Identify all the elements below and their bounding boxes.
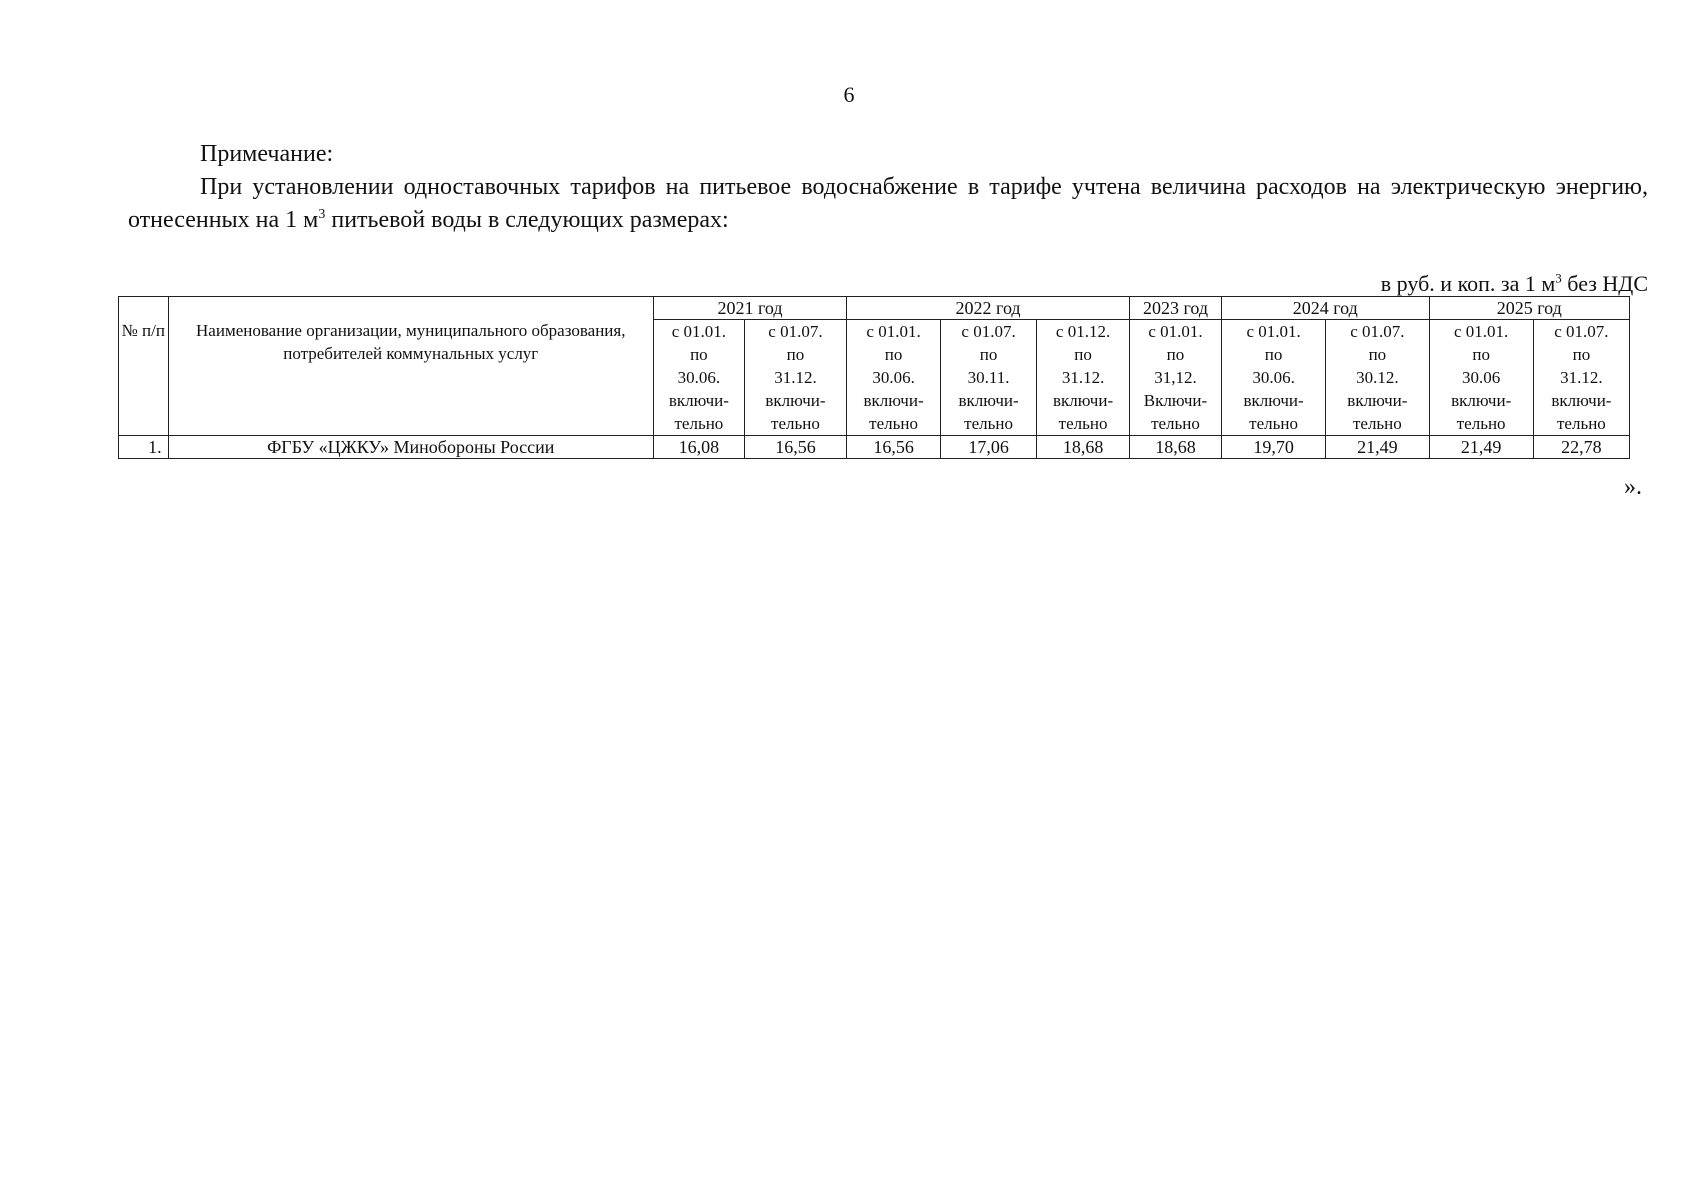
period-header-line: по: [884, 345, 903, 364]
period-header-line: тельно: [771, 414, 820, 433]
note-body-text-end: питьевой воды в следующих размерах:: [325, 207, 729, 233]
period-header-line: 31,12.: [1154, 368, 1197, 387]
period-header-line: с 01.07.: [1554, 322, 1609, 341]
note-block: [128, 138, 1648, 237]
tariff-value: 19,70: [1221, 436, 1325, 459]
period-header-line: включи-: [863, 391, 924, 410]
period-header: [653, 320, 744, 436]
period-header-line: 31.12.: [1560, 368, 1603, 387]
period-header-line: тельно: [1249, 414, 1298, 433]
period-header-line: с 01.07.: [961, 322, 1016, 341]
tariff-value: 22,78: [1533, 436, 1629, 459]
period-header-line: включи-: [1551, 391, 1612, 410]
period-header-line: включи-: [668, 391, 729, 410]
closing-quote: ».: [1624, 474, 1642, 500]
tariff-value: 21,49: [1429, 436, 1533, 459]
period-header-line: тельно: [1058, 414, 1108, 433]
period-header-line: по: [979, 345, 998, 364]
tariff-value: 18,68: [1037, 436, 1130, 459]
tariff-value: 16,08: [653, 436, 744, 459]
table-row: [119, 436, 1630, 459]
period-header-line: включи-: [1451, 391, 1512, 410]
units-text-end: без НДС: [1561, 271, 1648, 296]
period-header-line: тельно: [1456, 414, 1506, 433]
period-header-line: 30.06.: [1252, 368, 1295, 387]
period-header: [1037, 320, 1130, 436]
period-header-line: по: [1074, 345, 1092, 364]
period-header-line: по: [1572, 345, 1591, 364]
period-header-line: включи-: [1052, 391, 1114, 410]
period-header-line: по: [690, 345, 708, 364]
period-header-line: тельно: [964, 414, 1013, 433]
period-header-line: по: [786, 345, 805, 364]
header-name: Наименование организации, муниципального образования, потребителей коммунальных услуг: [168, 297, 653, 436]
period-header-line: с 01.01.: [1148, 322, 1203, 341]
period-header: [1130, 320, 1222, 436]
period-header-line: по: [1166, 345, 1185, 364]
year-header-row: [119, 297, 1630, 320]
period-header-line: 31.12.: [1061, 368, 1105, 387]
period-header-line: Включи-: [1143, 391, 1208, 410]
period-header-line: 30.12.: [1356, 368, 1399, 387]
period-header-line: включи-: [765, 391, 826, 410]
period-header-line: по: [1264, 345, 1283, 364]
period-header-line: с 01.07.: [768, 322, 823, 341]
year-header: 2023 год: [1130, 297, 1222, 320]
units-superscript: 3: [1555, 270, 1562, 286]
period-header-line: тельно: [1151, 414, 1200, 433]
period-header-line: включи-: [1243, 391, 1304, 410]
year-header: 2024 год: [1221, 297, 1429, 320]
year-header: 2021 год: [653, 297, 846, 320]
period-header-line: по: [1368, 345, 1387, 364]
period-header: [1429, 320, 1533, 436]
units-caption: [1381, 272, 1648, 296]
period-header: [941, 320, 1037, 436]
period-header-line: с 01.07.: [1350, 322, 1405, 341]
note-body-text: При установлении одноставочных тарифов на питьевое водоснабжение в тарифе учтена величина расходов на электрическую энергию, отнесенных на 1 м: [128, 174, 1648, 233]
period-header-line: с 01.01.: [866, 322, 921, 341]
tariff-value: 17,06: [941, 436, 1037, 459]
organization-name: ФГБУ «ЦЖКУ» Минобороны России: [168, 436, 653, 459]
period-header-line: включи-: [958, 391, 1019, 410]
period-header: [1326, 320, 1429, 436]
tariff-value: 18,68: [1130, 436, 1222, 459]
year-header: 2022 год: [847, 297, 1130, 320]
period-header-line: тельно: [869, 414, 918, 433]
note-heading: Примечание:: [200, 141, 334, 167]
table-body: [119, 436, 1630, 459]
note-body: [128, 171, 1648, 237]
tariff-table: [118, 296, 1630, 459]
period-header-line: с 01.01.: [671, 322, 727, 341]
period-header-line: 30.06: [1462, 368, 1501, 387]
period-header: [1221, 320, 1325, 436]
note-superscript: 3: [318, 207, 326, 222]
period-header-line: по: [1472, 345, 1490, 364]
period-header-line: тельно: [674, 414, 724, 433]
period-header-line: с 01.01.: [1454, 322, 1509, 341]
header-no: № п/п: [119, 297, 169, 436]
tariff-value: 21,49: [1326, 436, 1429, 459]
year-header: 2025 год: [1429, 297, 1629, 320]
period-header: [744, 320, 846, 436]
period-header-line: тельно: [1352, 414, 1402, 433]
period-header-line: 31.12.: [774, 368, 817, 387]
period-header: [1533, 320, 1629, 436]
period-header: [847, 320, 941, 436]
period-header-line: 30.06.: [872, 368, 915, 387]
period-header-line: 30.06.: [677, 368, 721, 387]
period-header-line: тельно: [1557, 414, 1606, 433]
units-text: в руб. и коп. за 1 м: [1380, 271, 1556, 296]
period-header-line: 30.11.: [967, 368, 1010, 387]
row-number: 1.: [119, 436, 169, 459]
period-header-line: с 01.12.: [1055, 322, 1111, 341]
tariff-value: 16,56: [744, 436, 846, 459]
page-number: 6: [843, 82, 855, 107]
period-header-line: с 01.01.: [1246, 322, 1301, 341]
period-header-line: включи-: [1347, 391, 1408, 410]
tariff-value: 16,56: [847, 436, 941, 459]
